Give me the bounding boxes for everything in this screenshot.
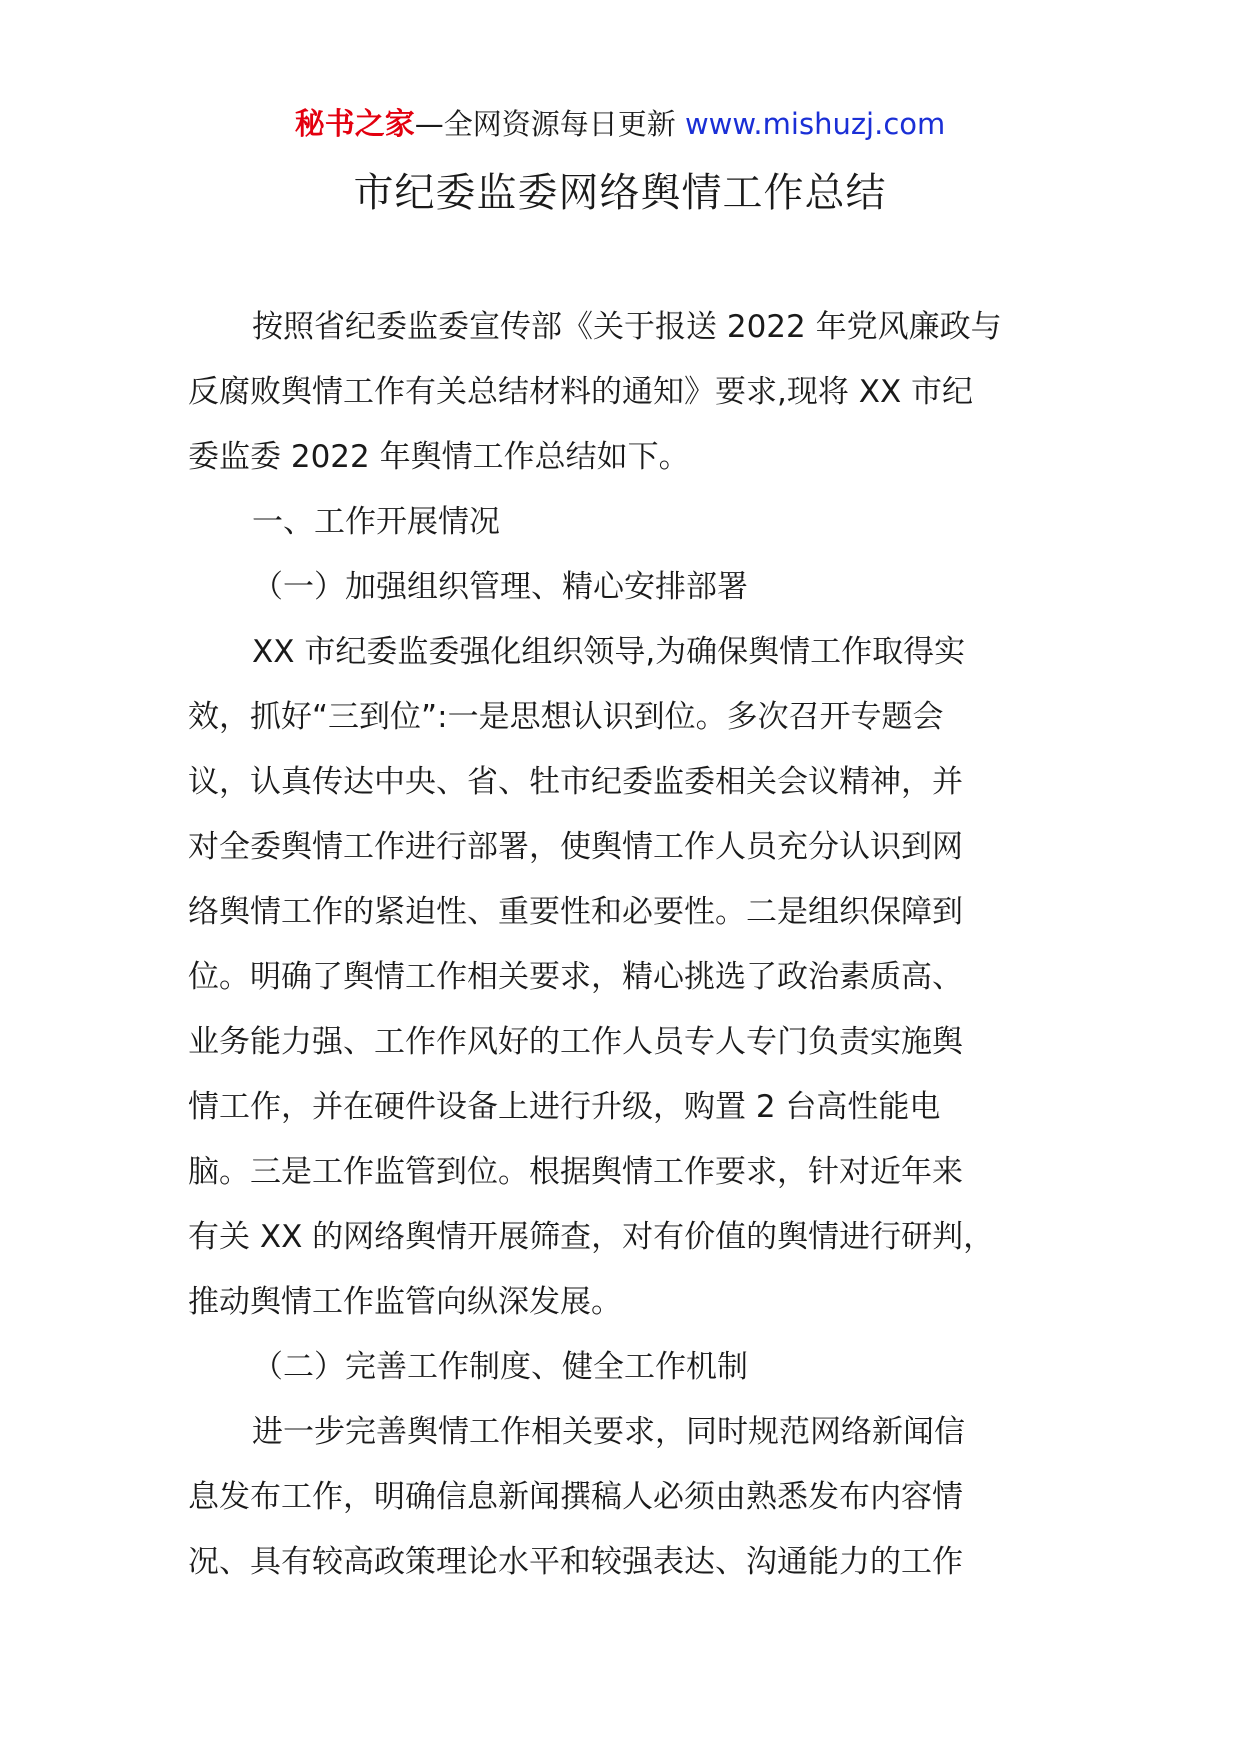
paragraph-line: 按照省纪委监委宣传部《关于报送 2022 年党风廉政与 xyxy=(252,309,1002,345)
paragraph-line: 络舆情工作的紧迫性、重要性和必要性。二是组织保障到 xyxy=(188,894,963,930)
paragraph-line: 位。明确了舆情工作相关要求，精心挑选了政治素质高、 xyxy=(188,959,963,995)
paragraph-line: 反腐败舆情工作有关总结材料的通知》要求,现将 XX 市纪 xyxy=(188,374,974,410)
paragraph-line: 息发布工作，明确信息新闻撰稿人必须由熟悉发布内容情 xyxy=(188,1479,963,1515)
site-tagline: —全网资源每日更新 xyxy=(414,107,685,141)
document-body xyxy=(188,295,1054,1595)
paragraph-line: 效，抓好“三到位”:一是思想认识到位。多次召开专题会 xyxy=(188,699,944,735)
paragraph-line: 进一步完善舆情工作相关要求，同时规范网络新闻信 xyxy=(252,1414,965,1450)
paragraph-line: 况、具有较高政策理论水平和较强表达、沟通能力的工作 xyxy=(188,1544,963,1580)
paragraph-line: 业务能力强、工作作风好的工作人员专人专门负责实施舆 xyxy=(188,1024,963,1060)
subsection-heading: （二）完善工作制度、健全工作机制 xyxy=(252,1349,748,1385)
paragraph-line: 委监委 2022 年舆情工作总结如下。 xyxy=(188,439,690,475)
paragraph-line: 推动舆情工作监管向纵深发展。 xyxy=(188,1284,622,1320)
paragraph-line: XX 市纪委监委强化组织领导,为确保舆情工作取得实 xyxy=(252,634,966,670)
site-header xyxy=(0,104,1240,145)
subsection-heading: （一）加强组织管理、精心安排部署 xyxy=(252,569,748,605)
site-url-link[interactable]: www.mishuzj.com xyxy=(684,107,946,141)
site-brand: 秘书之家 xyxy=(294,107,415,142)
document-title: 市纪委监委网络舆情工作总结 xyxy=(353,170,887,216)
paragraph-line: 脑。三是工作监管到位。根据舆情工作要求，针对近年来 xyxy=(188,1154,963,1190)
paragraph-line: 有关 XX 的网络舆情开展筛查，对有价值的舆情进行研判， xyxy=(188,1219,995,1255)
section-heading: 一、工作开展情况 xyxy=(252,504,500,540)
paragraph-line: 对全委舆情工作进行部署，使舆情工作人员充分认识到网 xyxy=(188,829,963,865)
paragraph-line: 情工作，并在硬件设备上进行升级，购置 2 台高性能电 xyxy=(188,1089,941,1125)
paragraph-line: 议，认真传达中央、省、牡市纪委监委相关会议精神，并 xyxy=(188,764,963,800)
